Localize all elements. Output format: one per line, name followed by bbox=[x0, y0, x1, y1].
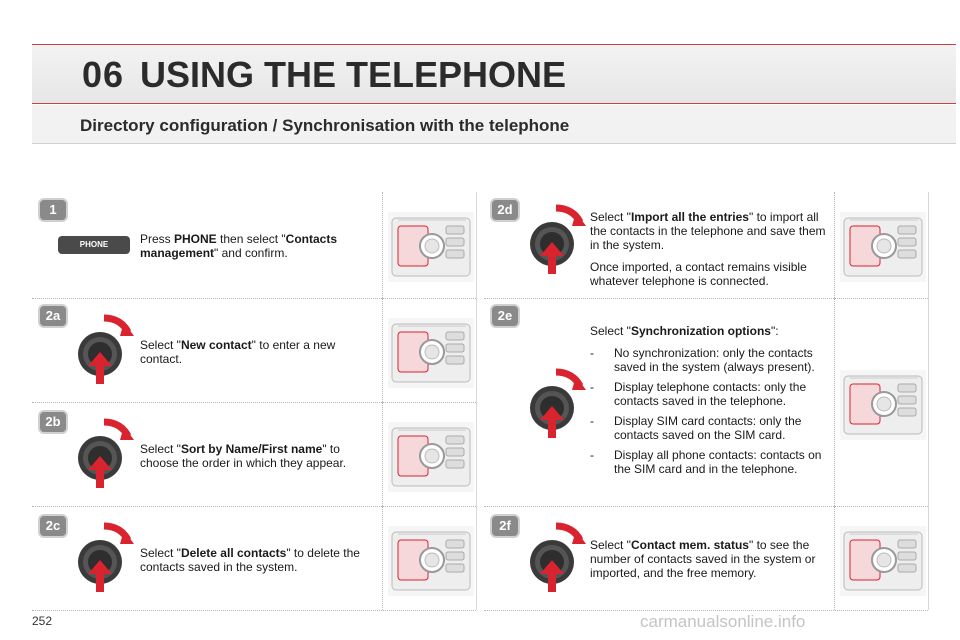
page-number: 252 bbox=[32, 614, 53, 628]
rotary-knob-2f bbox=[526, 520, 586, 600]
control-panel-thumb-2d bbox=[840, 212, 926, 282]
list-item: - Display all phone contacts: contacts on the SIM card and in the telephone. bbox=[590, 448, 822, 476]
step-text-2c: Select "Delete all contacts" to delete the contacts saved in the system. bbox=[140, 546, 360, 574]
control-panel-thumb-1 bbox=[388, 212, 474, 282]
step-text-1: Press PHONE then select "Contacts management" and confirm. bbox=[140, 232, 338, 260]
rotary-knob-2a bbox=[74, 312, 134, 392]
page-title: USING THE TELEPHONE bbox=[140, 54, 567, 95]
phone-button: PHONE bbox=[58, 236, 130, 254]
control-panel-thumb-2e bbox=[840, 370, 926, 440]
sync-options-list bbox=[590, 346, 826, 476]
step-badge-2d: 2d bbox=[490, 198, 520, 222]
list-item: - Display SIM card contacts: only the contacts saved on the SIM card. bbox=[590, 414, 802, 442]
step-badge-2e: 2e bbox=[490, 304, 520, 328]
control-panel-thumb-2b bbox=[388, 422, 474, 492]
list-item: - No synchronization: only the contacts saved in the system (always present). bbox=[590, 346, 815, 374]
step-badge-1: 1 bbox=[38, 198, 68, 222]
step-text-2e: Select "Synchronization options": - No synchronization: only the contacts saved in the system (always present). - Display telephone contacts: only the contacts saved in the telephone. - Display SIM card contacts: only the contacts saved on the SIM card. - Display all phone contacts: contacts on the SIM card and in the telephone. bbox=[590, 324, 826, 482]
rotary-knob-2e bbox=[526, 366, 586, 446]
section-subtitle: Directory configuration / Synchronisation with the telephone bbox=[80, 116, 570, 135]
step-text-2d: Select "Import all the entries" to import all the contacts in the telephone and save them in the system. Once imported, a contact remains visible whatever telephone is connected. bbox=[590, 210, 826, 288]
step-text-2f: Select "Contact mem. status" to see the number of contacts saved in the system or imported, and the free memory. bbox=[590, 538, 816, 580]
step-badge-2a: 2a bbox=[38, 304, 68, 328]
step-badge-2c: 2c bbox=[38, 514, 68, 538]
step-badge-2f: 2f bbox=[490, 514, 520, 538]
step-text-2a: Select "New contact" to enter a new contact. bbox=[140, 338, 336, 366]
chapter-number: 06 bbox=[82, 54, 125, 95]
watermark: carmanualsonline.info bbox=[640, 612, 806, 631]
control-panel-thumb-2f bbox=[840, 526, 926, 596]
rotary-knob-2b bbox=[74, 416, 134, 496]
rotary-knob-2c bbox=[74, 520, 134, 600]
control-panel-thumb-2c bbox=[388, 526, 474, 596]
list-item: - Display telephone contacts: only the contacts saved in the telephone. bbox=[590, 380, 807, 408]
control-panel-thumb-2a bbox=[388, 318, 474, 388]
rotary-knob-2d bbox=[526, 202, 586, 282]
step-text-2b: Select "Sort by Name/First name" to choose the order in which they appear. bbox=[140, 442, 347, 470]
step-badge-2b: 2b bbox=[38, 410, 68, 434]
